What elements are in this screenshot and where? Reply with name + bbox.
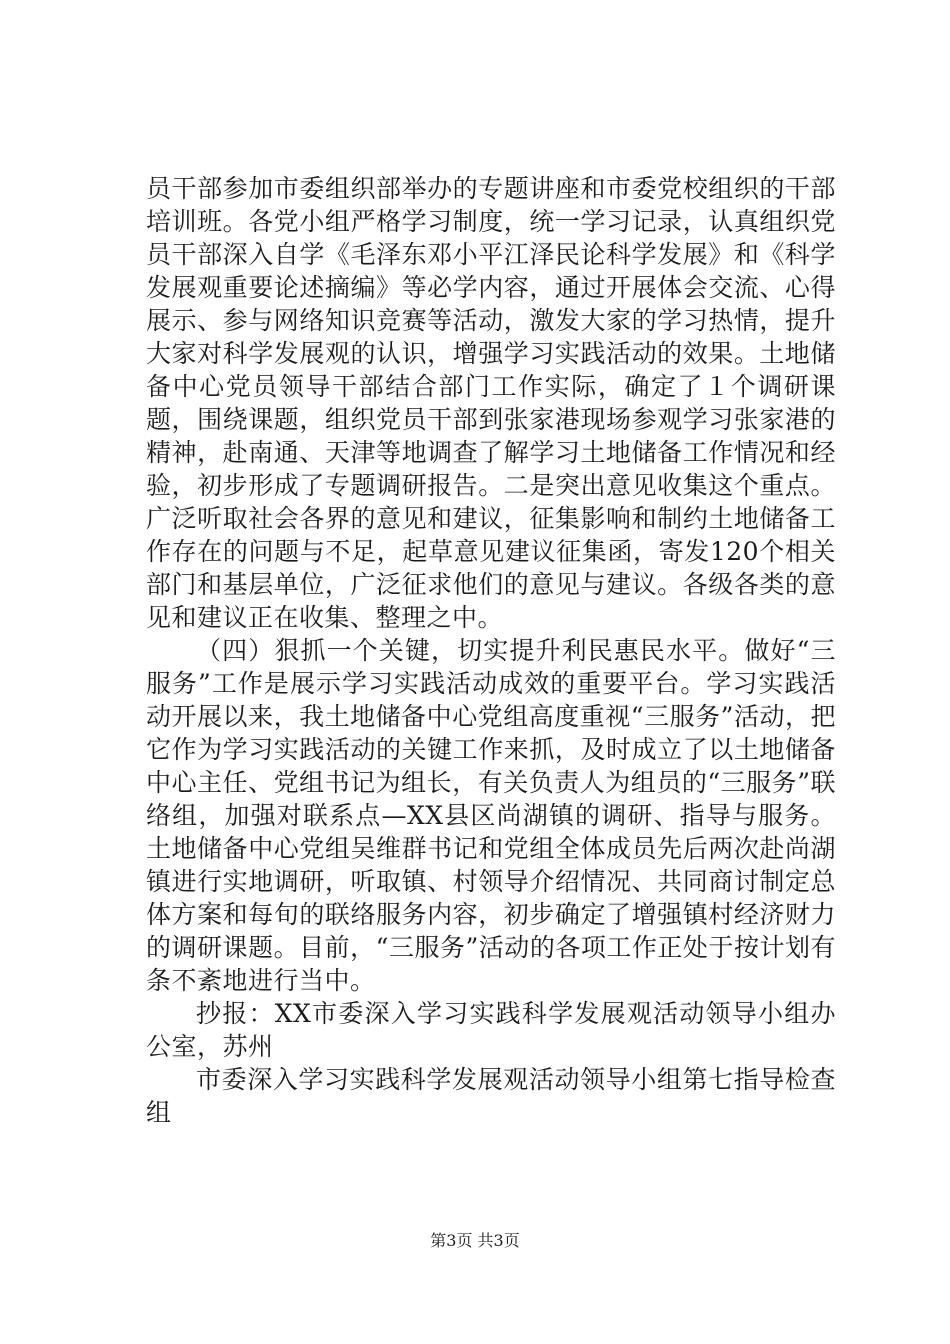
document-body (146, 172, 836, 1129)
paragraph-cc-2: 市委深入学习实践科学发展观活动领导小组第七指导检查组 (146, 1065, 836, 1127)
paragraph-1: 员干部参加市委组织部举办的专题讲座和市委党校组织的干部培训班。各党小组严格学习制度，统一学习记录，认真组织党员干部深入自学《毛泽东邓小平江泽民论科学发展》和《科学发展观重要论述摘编》等必学内容，通过开展体会交流、心得展示、参与网络知识竞赛等活动，激发大家的学习热情，提升大家对科学发展观的认识，增强学习实践活动的效果。土地储备中心党员领导干部结合部门工作实际，确定了１个调研课题，围绕课题，组织党员干部到张家港现场参观学习张家港的精神，赴南通、天津等地调查了解学习土地储备工作情况和经验，初步形成了专题调研报告。二是突出意见收集这个重点。广泛听取社会各界的意见和建议，征集影响和制约土地储备工作存在的问题与不足，起草意见建议征集函，寄发120个相关部门和基层单位，广泛征求他们的意见与建议。各级各类的意见和建议正在收集、整理之中。 (146, 174, 836, 632)
page-footer: 第3页 共3页 (430, 1231, 520, 1250)
paragraph-cc-1: 抄报：XX市委深入学习实践科学发展观活动领导小组办公室，苏州 (146, 999, 836, 1061)
paragraph-2: （四）狠抓一个关键，切实提升利民惠民水平。做好“三服务”工作是展示学习实践活动成效的重要平台。学习实践活动开展以来，我土地储备中心党组高度重视“三服务”活动，把它作为学习实践活动的关键工作来抓，及时成立了以土地储备中心主任、党组书记为组长，有关负责人为组员的“三服务”联络组，加强对联系点—XX县区尚湖镇的调研、指导与服务。土地储备中心党组吴维群书记和党组全体成员先后两次赴尚湖镇进行实地调研，听取镇、村领导介绍情况、共同商讨制定总体方案和每旬的联络服务内容，初步确定了增强镇村经济财力的调研课题。目前，“三服务”活动的各项工作正处于按计划有条不紊地进行当中。 (146, 636, 836, 995)
